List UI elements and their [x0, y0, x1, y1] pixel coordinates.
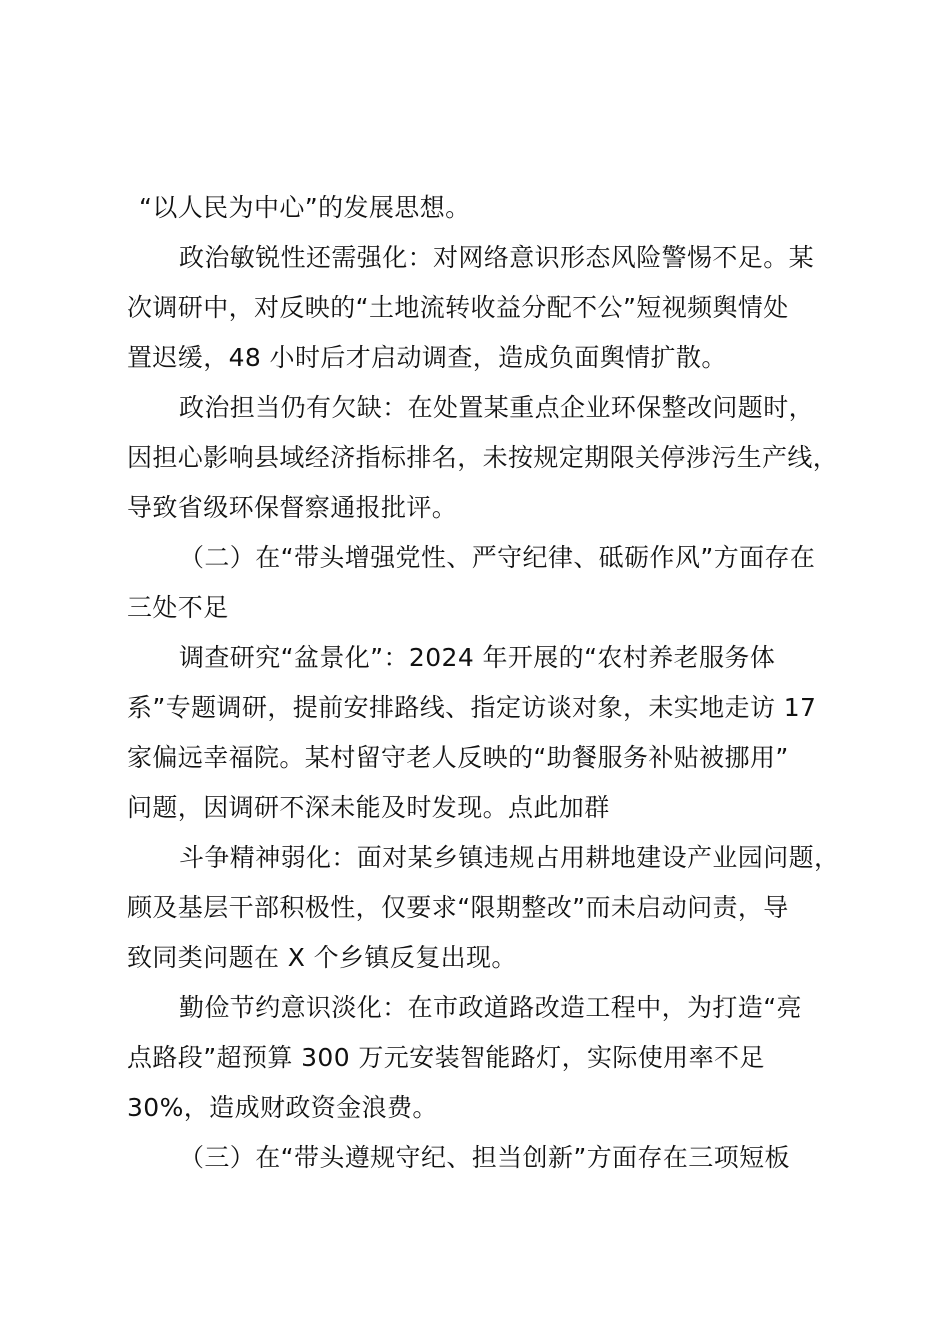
text-line: 点路段”超预算 300 万元安装智能路灯，实际使用率不足 — [127, 1043, 765, 1072]
text-line: 次调研中，对反映的“土地流转收益分配不公”短视频舆情处 — [127, 293, 789, 322]
text-line: 政治敏锐性还需强化：对网络意识形态风险警惕不足。某 — [179, 243, 815, 272]
paragraph-7 — [127, 983, 837, 1133]
text-line: 家偏远幸福院。某村留守老人反映的“助餐服务补贴被挪用” — [127, 743, 789, 772]
text-line: 问题，因调研不深未能及时发现。点此加群 — [127, 793, 610, 822]
text-line: 斗争精神弱化：面对某乡镇违规占用耕地建设产业园问题， — [179, 843, 840, 872]
paragraph-2 — [127, 233, 837, 383]
text-line: 调查研究“盆景化”：2024 年开展的“农村养老服务体 — [179, 643, 776, 672]
text-line: 致同类问题在 X 个乡镇反复出现。 — [127, 943, 517, 972]
paragraph-3 — [127, 383, 837, 533]
text-line: 导致省级环保督察通报批评。 — [127, 493, 458, 522]
heading-line: （三）在“带头遵规守纪、担当创新”方面存在三项短板 — [179, 1143, 790, 1172]
text-line: 30%，造成财政资金浪费。 — [127, 1093, 438, 1122]
paragraph-6 — [127, 833, 840, 983]
text-line: 政治担当仍有欠缺：在处置某重点企业环保整改问题时， — [179, 393, 815, 422]
section-heading-2 — [127, 533, 837, 633]
text-line: 置迟缓，48 小时后才启动调查，造成负面舆情扩散。 — [127, 343, 727, 372]
text-line: “以人民为中心”的发展思想。 — [139, 193, 471, 222]
paragraph-1 — [127, 183, 837, 233]
heading-line: （二）在“带头增强党性、严守纪律、砥砺作风”方面存在 — [179, 543, 816, 572]
paragraph-5 — [127, 633, 837, 833]
heading-line: 三处不足 — [127, 593, 229, 622]
text-line: 顾及基层干部积极性，仅要求“限期整改”而未启动问责，导 — [127, 893, 789, 922]
section-heading-3 — [127, 1133, 837, 1183]
text-line: 系”专题调研，提前安排路线、指定访谈对象，未实地走访 17 — [127, 693, 817, 722]
text-line: 因担心影响县域经济指标排名，未按规定期限关停涉污生产线， — [127, 443, 839, 472]
document-body — [127, 183, 840, 1183]
text-line: 勤俭节约意识淡化：在市政道路改造工程中，为打造“亮 — [179, 993, 802, 1022]
